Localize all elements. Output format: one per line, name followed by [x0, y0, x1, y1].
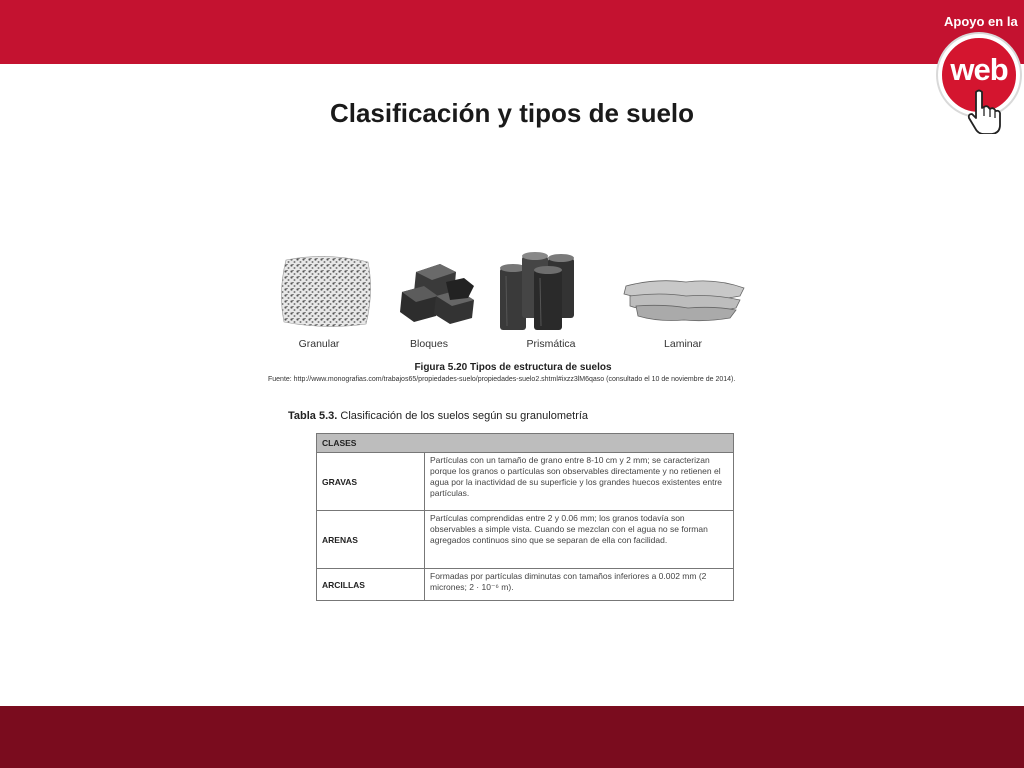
laminar-structure-icon — [624, 281, 744, 321]
soil-figure — [268, 248, 758, 608]
table-number: Tabla 5.3. — [288, 410, 338, 422]
blocky-structure-icon — [400, 264, 474, 324]
description-cell: Partículas con un tamaño de grano entre 8-10 cm y 2 mm; se caracterizan porque los granos o partículas son observables directamente y no retienen el agua por la inactividad de su superficie y los grandes huecos existentes entre partículas. — [425, 453, 734, 511]
granulometry-table — [316, 433, 734, 601]
class-cell: ARENAS — [317, 511, 425, 569]
logo-caption: Apoyo en la — [944, 14, 1018, 29]
structure-label: Bloques — [410, 338, 448, 350]
description-cell: Partículas comprendidas entre 2 y 0.06 mm; los granos todavía son observables a simple vista. Cuando se mezclan con el agua no se forman agregados continuos sino que se separan de ella con facilidad. — [425, 511, 734, 569]
table-row — [317, 453, 734, 511]
table-row — [317, 511, 734, 569]
class-cell: ARCILLAS — [317, 569, 425, 601]
table-row — [317, 569, 734, 601]
soil-structures-illustration — [278, 252, 754, 338]
figure-caption: Figura 5.20 Tipos de estructura de suelos — [414, 362, 612, 373]
top-banner — [0, 0, 1024, 64]
logo-text: web — [950, 52, 1008, 87]
bottom-banner — [0, 706, 1024, 768]
slide-title: Clasificación y tipos de suelo — [329, 98, 695, 128]
table-header-row — [317, 434, 734, 453]
structure-label: Granular — [298, 338, 340, 350]
table-caption — [288, 410, 588, 422]
class-cell: GRAVAS — [317, 453, 425, 511]
table-header-cell: CLASES — [317, 434, 734, 453]
granular-structure-icon — [281, 256, 370, 326]
description-cell: Formadas por partículas diminutas con tamaños inferiores a 0.002 mm (2 micrones; 2 · 10⁻⁶ m). — [425, 569, 734, 601]
structure-label: Laminar — [664, 338, 702, 350]
prismatic-structure-icon — [500, 252, 574, 330]
structure-label: Prismática — [526, 338, 576, 350]
table-title: Clasificación de los suelos según su granulometría — [340, 410, 589, 422]
figure-source: Fuente: http://www.monografias.com/trabajos65/propiedades-suelo/propiedades-suelo2.shtml#ixzz3lM6qaso (consultado el 10 de noviembre de 2014). — [268, 376, 736, 383]
